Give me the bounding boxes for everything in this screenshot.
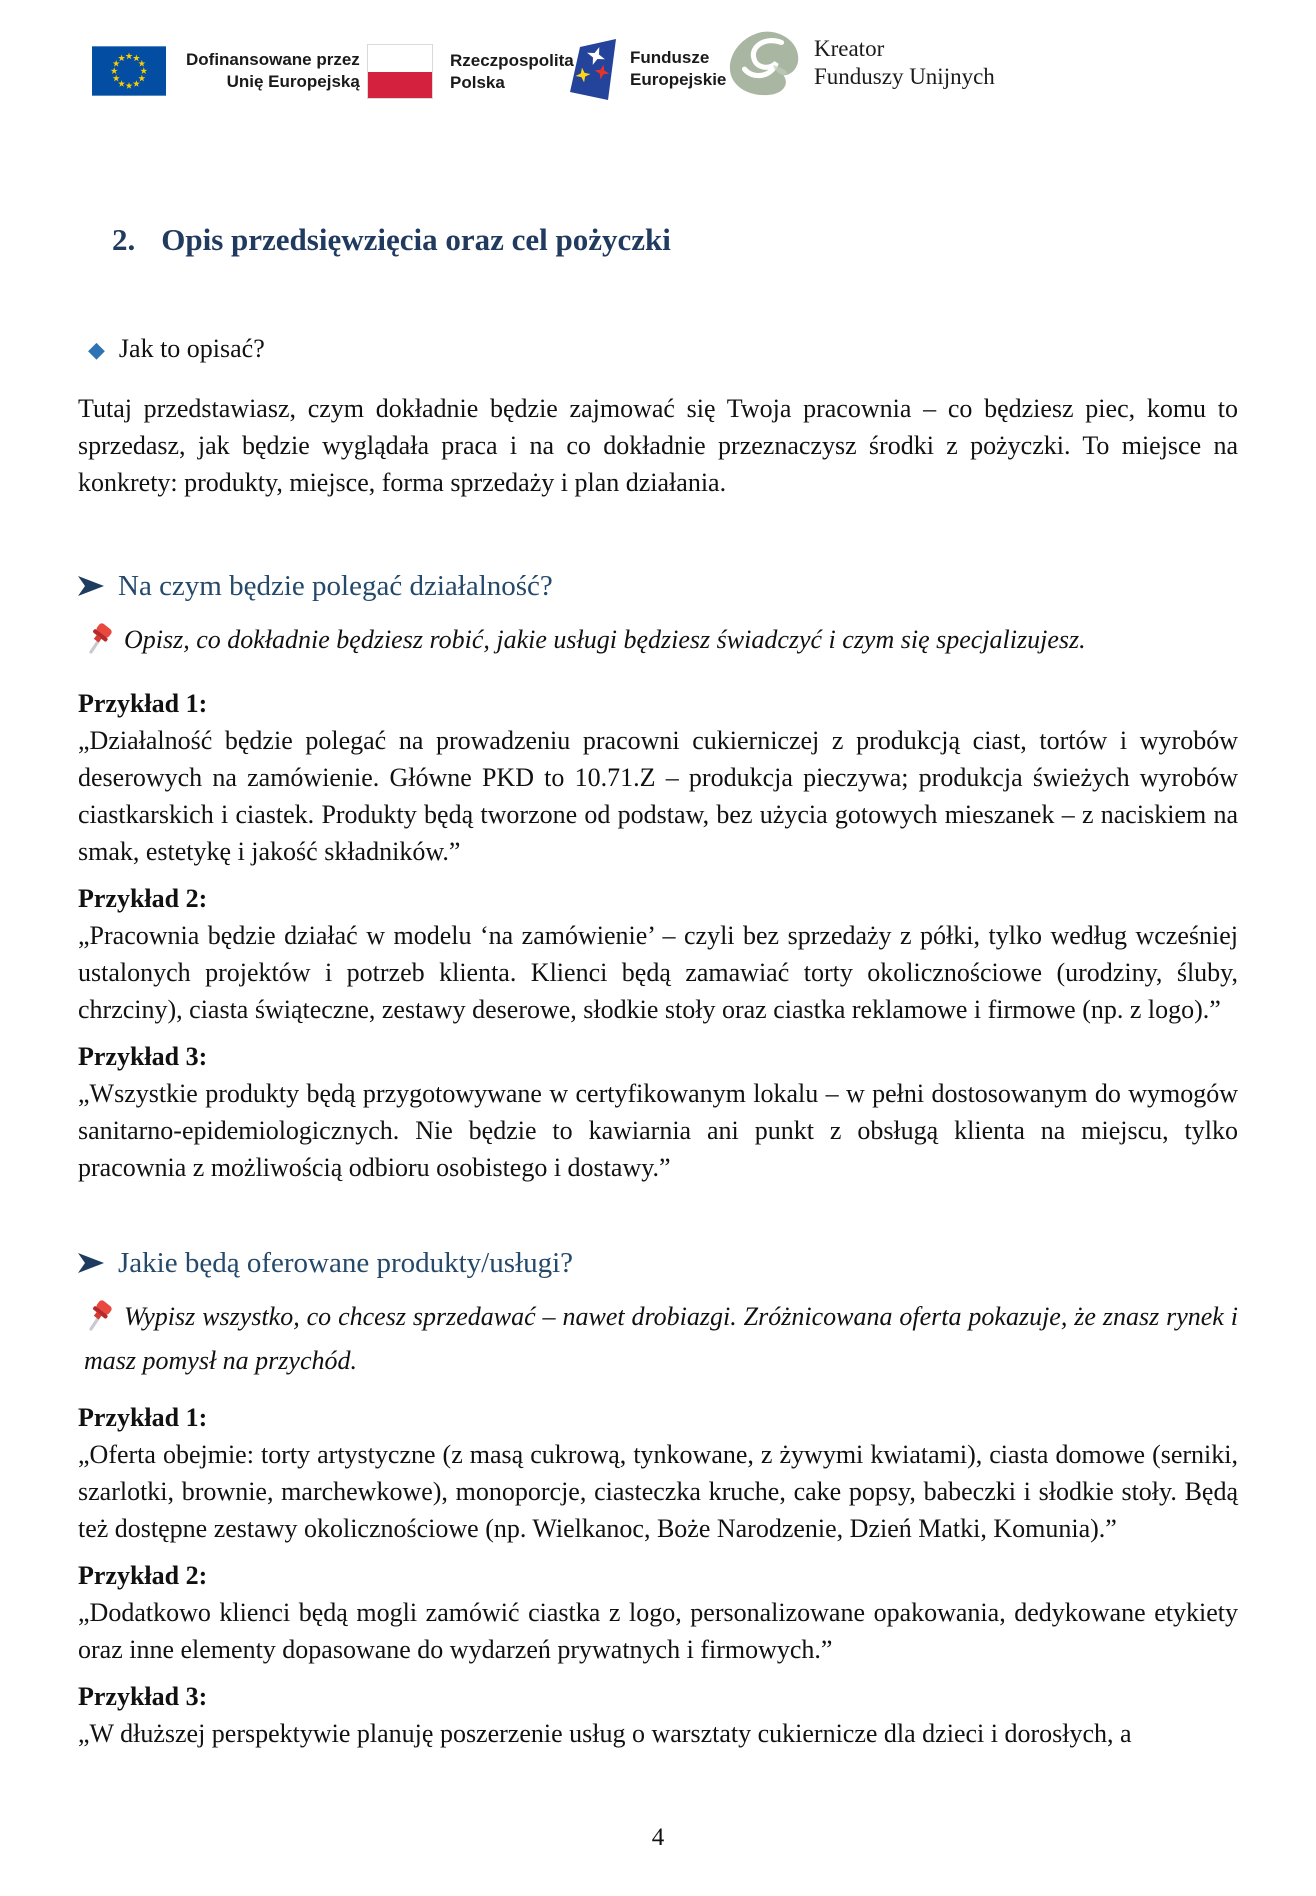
example-label: Przykład 3: — [78, 1042, 208, 1071]
section-heading-products-services — [78, 1244, 1238, 1282]
european-funds-flag-icon — [570, 38, 616, 100]
example-block — [78, 1399, 1238, 1547]
page-title — [112, 220, 1238, 260]
example-text: „Działalność będzie polegać na prowadzeniu pracowni cukierniczej z produkcją ciast, tortów i wyrobów deserowych na zamówienie. Główne PKD to 10.71.Z – produkcja pieczywa; produkcja świeżych wyrobów ciastkarskich i ciastek. Produkty będą tworzone od podstaw, bez użycia gotowych mieszanek – z naciskiem na smak, estetykę i jakość składników.” — [78, 726, 1238, 866]
poland-logo — [368, 45, 574, 98]
document-content — [0, 220, 1316, 1752]
eu-funding-line2: Unię Europejską — [226, 72, 360, 91]
example-label: Przykład 1: — [78, 1403, 208, 1432]
pushpin-icon — [84, 1300, 114, 1342]
header-logos — [0, 0, 1316, 112]
example-block — [78, 685, 1238, 870]
example-text: „Dodatkowo klienci będą mogli zamówić ciastka z logo, personalizowane opakowania, dedykowane etykiety oraz inne elementy dopasowane do wydarzeń prywatnych i firmowych.” — [78, 1598, 1238, 1664]
section-tip — [84, 1298, 1238, 1379]
poland-flag-icon — [368, 45, 432, 98]
section-tip — [84, 621, 1238, 665]
poland-label — [450, 50, 574, 94]
example-block — [78, 1678, 1238, 1752]
poland-line1: Rzeczpospolita — [450, 50, 574, 70]
section-heading-text: Jakie będą oferowane produkty/usługi? — [118, 1247, 573, 1279]
example-text: „Oferta obejmie: torty artystyczne (z masą cukrową, tynkowane, z żywymi kwiatami), ciasta domowe (serniki, szarlotki, brownie, marchewkowe), monoporcje, ciasteczka kruche, cake popsy, babeczki i słodkie stoły. Będą też dostępne zestawy okolicznościowe (np. Wielkanoc, Boże Narodzenie, Dzień Matki, Komunia).” — [78, 1440, 1238, 1543]
question-text: Jak to opisać? — [118, 334, 265, 363]
title-text: Opis przedsięwzięcia oraz cel pożyczki — [161, 222, 671, 257]
european-funds-line1: Fundusze — [630, 48, 710, 67]
example-text: „Wszystkie produkty będą przygotowywane w certyfikowanym lokalu – w pełni dostosowanym do wymogów sanitarno-epidemiologicznych. Nie będzie to kawiarnia ani punkt z obsługą klienta na miejscu, tylko pracownia z możliwością odbioru osobistego i dostawy.” — [78, 1079, 1238, 1182]
kreator-line2: Funduszy Unijnych — [814, 64, 995, 89]
example-text: „Pracownia będzie działać w modelu ‘na zamówienie’ – czyli bez sprzedaży z półki, tylko według wcześniej ustalonych projektów i potrzeb klienta. Klienci będą zamawiać torty okolicznościowe (urodziny, śluby, chrzciny), ciasta świąteczne, zestawy deserowe, słodkie stoły oraz ciastka reklamowe i firmowe (np. z logo).” — [78, 921, 1238, 1024]
example-block — [78, 1557, 1238, 1668]
eu-funding-logo — [92, 46, 360, 96]
section-heading-text: Na czym będzie polegać działalność? — [118, 570, 553, 602]
poland-line2: Polska — [450, 72, 505, 92]
tip-text: Opisz, co dokładnie będziesz robić, jakie usługi będziesz świadczyć i czym się specjalizujesz. — [124, 625, 1086, 654]
kreator-line1: Kreator — [814, 36, 885, 61]
example-label: Przykład 1: — [78, 689, 208, 718]
diamond-bullet-icon: ◆ — [88, 337, 105, 362]
european-funds-logo — [570, 38, 726, 100]
kreator-logo — [724, 30, 995, 96]
european-funds-label — [630, 47, 726, 91]
example-text: „W dłuższej perspektywie planuję poszerzenie usług o warsztaty cukiernicze dla dzieci i dorosłych, a — [78, 1719, 1132, 1748]
kreator-blob-icon — [724, 30, 802, 96]
example-label: Przykład 3: — [78, 1682, 208, 1711]
example-label: Przykład 2: — [78, 884, 208, 913]
european-funds-line2: Europejskie — [630, 70, 727, 89]
page-number: 4 — [651, 1824, 665, 1851]
example-block — [78, 1038, 1238, 1186]
tip-text: Wypisz wszystko, co chcesz sprzedawać – nawet drobiazgi. Zróżnicowana oferta pokazuje, że znasz rynek i masz pomysł na przychód. — [84, 1302, 1238, 1375]
example-block — [78, 880, 1238, 1028]
title-number: 2. — [112, 222, 136, 257]
eu-funding-line1: Dofinansowane przez — [186, 50, 360, 69]
kreator-label — [814, 35, 995, 91]
eu-funding-label — [186, 49, 360, 93]
section-heading-business-activity — [78, 567, 1238, 605]
eu-flag-icon — [92, 46, 166, 96]
question-line — [88, 330, 1238, 368]
example-label: Przykład 2: — [78, 1561, 208, 1590]
intro-paragraph: Tutaj przedstawiasz, czym dokładnie będzie zajmować się Twoja pracownia – co będziesz piec, komu to sprzedasz, jak będzie wyglądała praca i na co dokładnie przeznaczysz środki z pożyczki. To miejsce na konkrety: produkty, miejsce, forma sprzedaży i plan działania. — [78, 394, 1238, 497]
pushpin-icon — [84, 623, 114, 665]
arrow-right-icon — [78, 1252, 104, 1274]
arrow-right-icon — [78, 575, 104, 597]
